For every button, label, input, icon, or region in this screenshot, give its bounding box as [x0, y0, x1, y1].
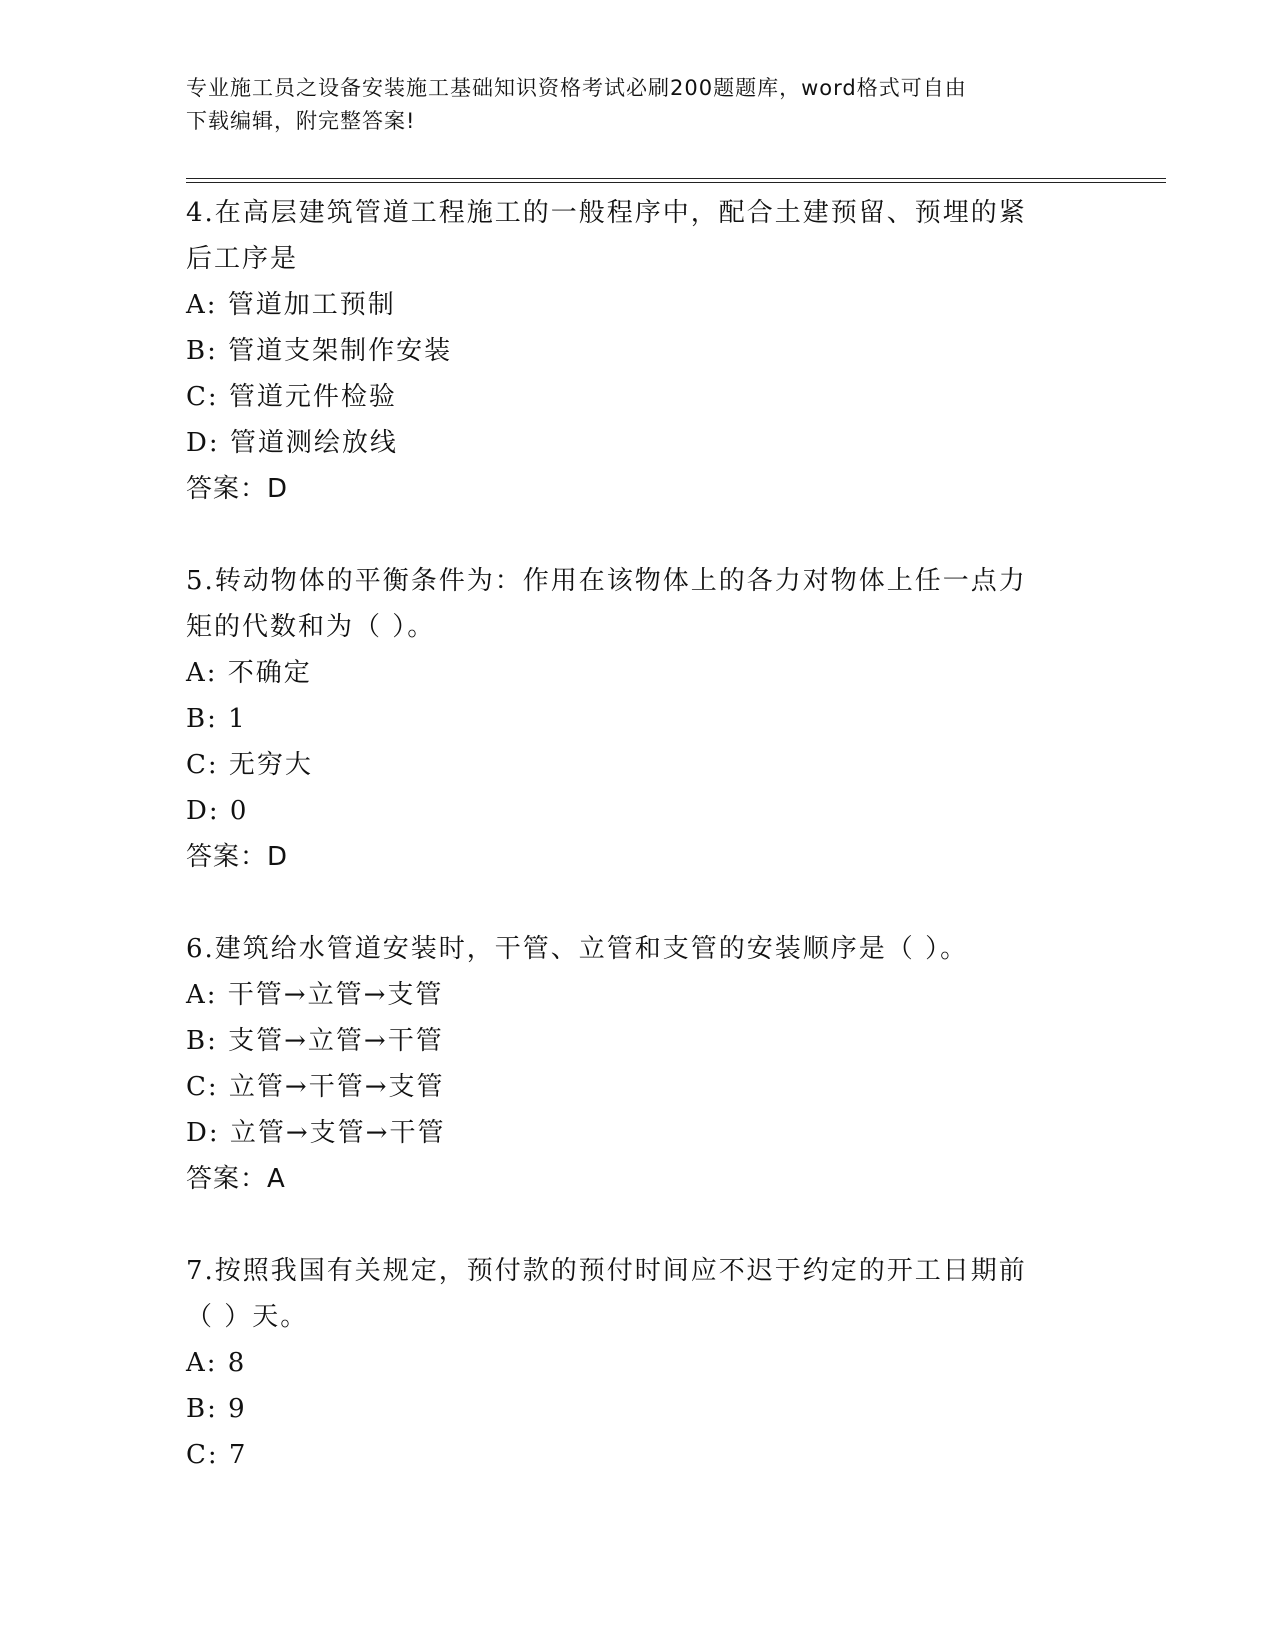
header-divider-bottom: [186, 182, 1166, 183]
option-d: D: 0: [186, 796, 249, 826]
option-b: B: 管道支架制作安装: [186, 336, 453, 366]
question-text: 6.建筑给水管道安装时，干管、立管和支管的安装顺序是（ ）。: [186, 934, 969, 964]
option-c: C: 无穷大: [186, 750, 313, 780]
question-text: 7.按照我国有关规定，预付款的预付时间应不迟于约定的开工日期前: [186, 1256, 1027, 1286]
option-c: C: 立管→干管→支管: [186, 1072, 445, 1102]
answer-label: 答案：D: [186, 474, 289, 504]
question-text-continued: 矩的代数和为（ ）。: [186, 612, 436, 642]
question-6: [186, 926, 1086, 1202]
option-c: C: 管道元件检验: [186, 382, 397, 412]
option-b: B: 1: [186, 704, 247, 734]
document-header: [186, 72, 1086, 138]
option-b: B: 支管→立管→干管: [186, 1026, 444, 1056]
header-title-line-1: 专业施工员之设备安装施工基础知识资格考试必刷200题题库，word格式可自由: [186, 76, 967, 100]
question-text-continued: （ ）天。: [186, 1302, 309, 1332]
answer-label: 答案：A: [186, 1164, 286, 1194]
question-text: 5.转动物体的平衡条件为：作用在该物体上的各力对物体上任一点力: [186, 566, 1027, 596]
question-4: [186, 190, 1086, 512]
option-a: A: 干管→立管→支管: [186, 980, 444, 1010]
header-divider-top: [186, 178, 1166, 179]
question-text-continued: 后工序是: [186, 244, 299, 274]
question-7: [186, 1248, 1086, 1478]
option-b: B: 9: [186, 1394, 247, 1424]
question-text: 4.在高层建筑管道工程施工的一般程序中，配合土建预留、预埋的紧: [186, 198, 1027, 228]
answer-label: 答案：D: [186, 842, 289, 872]
question-5: [186, 558, 1086, 880]
option-a: A: 不确定: [186, 658, 312, 688]
option-d: D: 立管→支管→干管: [186, 1118, 446, 1148]
option-a: A: 8: [186, 1348, 247, 1378]
option-c: C: 7: [186, 1440, 248, 1470]
question-list: [186, 190, 1086, 1524]
header-title-line-2: 下载编辑，附完整答案!: [186, 109, 416, 133]
option-a: A: 管道加工预制: [186, 290, 396, 320]
option-d: D: 管道测绘放线: [186, 428, 398, 458]
